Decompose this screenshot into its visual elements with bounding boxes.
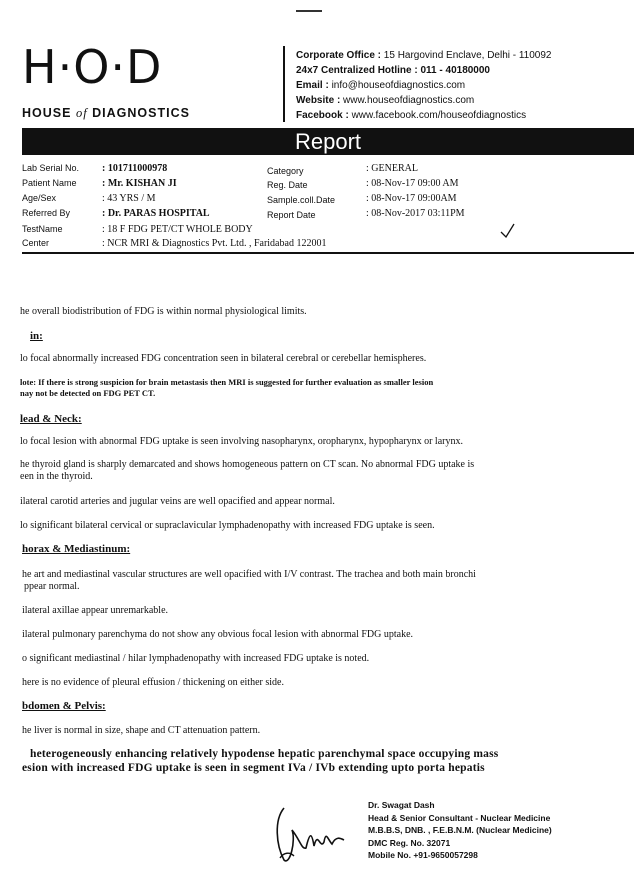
details-divider bbox=[22, 252, 634, 254]
finding-paragraph: he art and mediastinal vascular structures are well opacified with I/V contrast. The trachea and both main bronchi bbox=[22, 569, 476, 580]
note-line: nay not be detected on FDG PET CT. bbox=[20, 388, 156, 398]
report-title-bar: Report bbox=[22, 128, 634, 155]
report-date-label: Report Date bbox=[267, 210, 316, 220]
doctor-mobile: Mobile No. +91-9650057298 bbox=[368, 850, 478, 860]
finding-paragraph: he liver is normal in size, shape and CT attenuation pattern. bbox=[22, 725, 261, 736]
finding-paragraph: he overall biodistribution of FDG is within normal physiological limits. bbox=[20, 306, 307, 317]
testname-value: : 18 F FDG PET/CT WHOLE BODY bbox=[102, 224, 253, 235]
center-label: Center bbox=[22, 238, 50, 248]
sample-date-label: Sample.coll.Date bbox=[267, 195, 336, 205]
age-sex-label: Age/Sex bbox=[22, 193, 57, 203]
doctor-degrees: M.B.B.S, DNB. , F.E.B.N.M. (Nuclear Medicine) bbox=[368, 825, 552, 835]
finding-paragraph: lo focal lesion with abnormal FDG uptake is seen involving nasopharynx, oropharynx, hypopharynx or larynx. bbox=[20, 436, 463, 447]
referred-by-label: Referred By bbox=[22, 208, 71, 218]
age-sex-value: : 43 YRS / M bbox=[102, 193, 156, 204]
hod-logo: H·O·D bbox=[22, 40, 163, 94]
finding-paragraph: lo focal abnormally increased FDG concentration seen in bilateral cerebral or cerebellar hemispheres. bbox=[20, 353, 427, 364]
category-label: Category bbox=[267, 166, 304, 176]
note-line: lote: If there is strong suspicion for brain metastasis then MRI is suggested for further evaluation as smaller lesion bbox=[20, 377, 434, 387]
finding-paragraph: ilateral carotid arteries and jugular veins are well opacified and appear normal. bbox=[20, 496, 335, 507]
contact-line: Facebook : www.facebook.com/houseofdiagnostics bbox=[296, 110, 527, 121]
finding-paragraph: een in the thyroid. bbox=[20, 471, 93, 482]
finding-paragraph: here is no evidence of pleural effusion / thickening on either side. bbox=[22, 677, 284, 688]
contact-block bbox=[296, 48, 552, 123]
logo-subtitle: HOUSE of DIAGNOSTICS bbox=[22, 106, 190, 120]
reg-date-label: Reg. Date bbox=[267, 180, 308, 190]
center-value: : NCR MRI & Diagnostics Pvt. Ltd. , Faridabad 122001 bbox=[102, 238, 327, 249]
finding-paragraph: lo significant bilateral cervical or supraclavicular lymphadenopathy with increased FDG uptake is seen. bbox=[20, 520, 435, 531]
finding-paragraph-bold: heterogeneously enhancing relatively hypodense hepatic parenchymal space occupying mass bbox=[30, 748, 499, 760]
section-heading-head-neck: lead & Neck: bbox=[20, 413, 82, 425]
tick-mark bbox=[498, 222, 518, 240]
scan-mark bbox=[296, 10, 322, 12]
patient-name-value: : Mr. KISHAN JI bbox=[102, 178, 177, 189]
section-heading-thorax: horax & Mediastinum: bbox=[22, 543, 131, 555]
testname-label: TestName bbox=[22, 224, 63, 234]
contact-line: Corporate Office : 15 Hargovind Enclave, Delhi - 110092 bbox=[296, 50, 552, 61]
doctor-title: Head & Senior Consultant - Nuclear Medicine bbox=[368, 812, 551, 823]
finding-paragraph-bold: esion with increased FDG uptake is seen in segment IVa / IVb extending upto porta hepatis bbox=[22, 762, 485, 774]
lab-serial-value: : 101711000978 bbox=[102, 163, 168, 174]
sample-date-value: : 08-Nov-17 09:00AM bbox=[366, 193, 457, 204]
signature-scribble bbox=[270, 800, 350, 870]
category-value: : GENERAL bbox=[366, 163, 418, 174]
section-heading-brain: in: bbox=[30, 330, 43, 342]
contact-line: 24x7 Centralized Hotline : 011 - 40180000 bbox=[296, 65, 490, 76]
patient-name-label: Patient Name bbox=[22, 178, 77, 188]
doctor-name: Dr. Swagat Dash bbox=[368, 800, 435, 810]
doctor-reg: DMC Reg. No. 32071 bbox=[368, 837, 451, 848]
report-date-value: : 08-Nov-2017 03:11PM bbox=[366, 208, 465, 219]
contact-line: Website : www.houseofdiagnostics.com bbox=[296, 95, 475, 106]
finding-paragraph: ilateral pulmonary parenchyma do not show any obvious focal lesion with abnormal FDG uptake. bbox=[22, 629, 414, 640]
finding-paragraph: o significant mediastinal / hilar lymphadenopathy with increased FDG uptake is noted. bbox=[22, 653, 370, 664]
finding-paragraph: he thyroid gland is sharply demarcated and shows homogeneous pattern on CT scan. No abnormal FDG uptake is bbox=[20, 459, 475, 470]
header-divider bbox=[283, 46, 285, 122]
finding-paragraph: ilateral axillae appear unremarkable. bbox=[22, 605, 169, 616]
referred-by-value: : Dr. PARAS HOSPITAL bbox=[102, 208, 210, 219]
contact-line: Email : info@houseofdiagnostics.com bbox=[296, 80, 466, 91]
reg-date-value: : 08-Nov-17 09:00 AM bbox=[366, 178, 459, 189]
section-heading-abdomen: bdomen & Pelvis: bbox=[22, 700, 106, 712]
finding-paragraph: ppear normal. bbox=[24, 581, 80, 592]
lab-serial-label: Lab Serial No. bbox=[22, 163, 80, 173]
signature-block bbox=[368, 799, 552, 862]
